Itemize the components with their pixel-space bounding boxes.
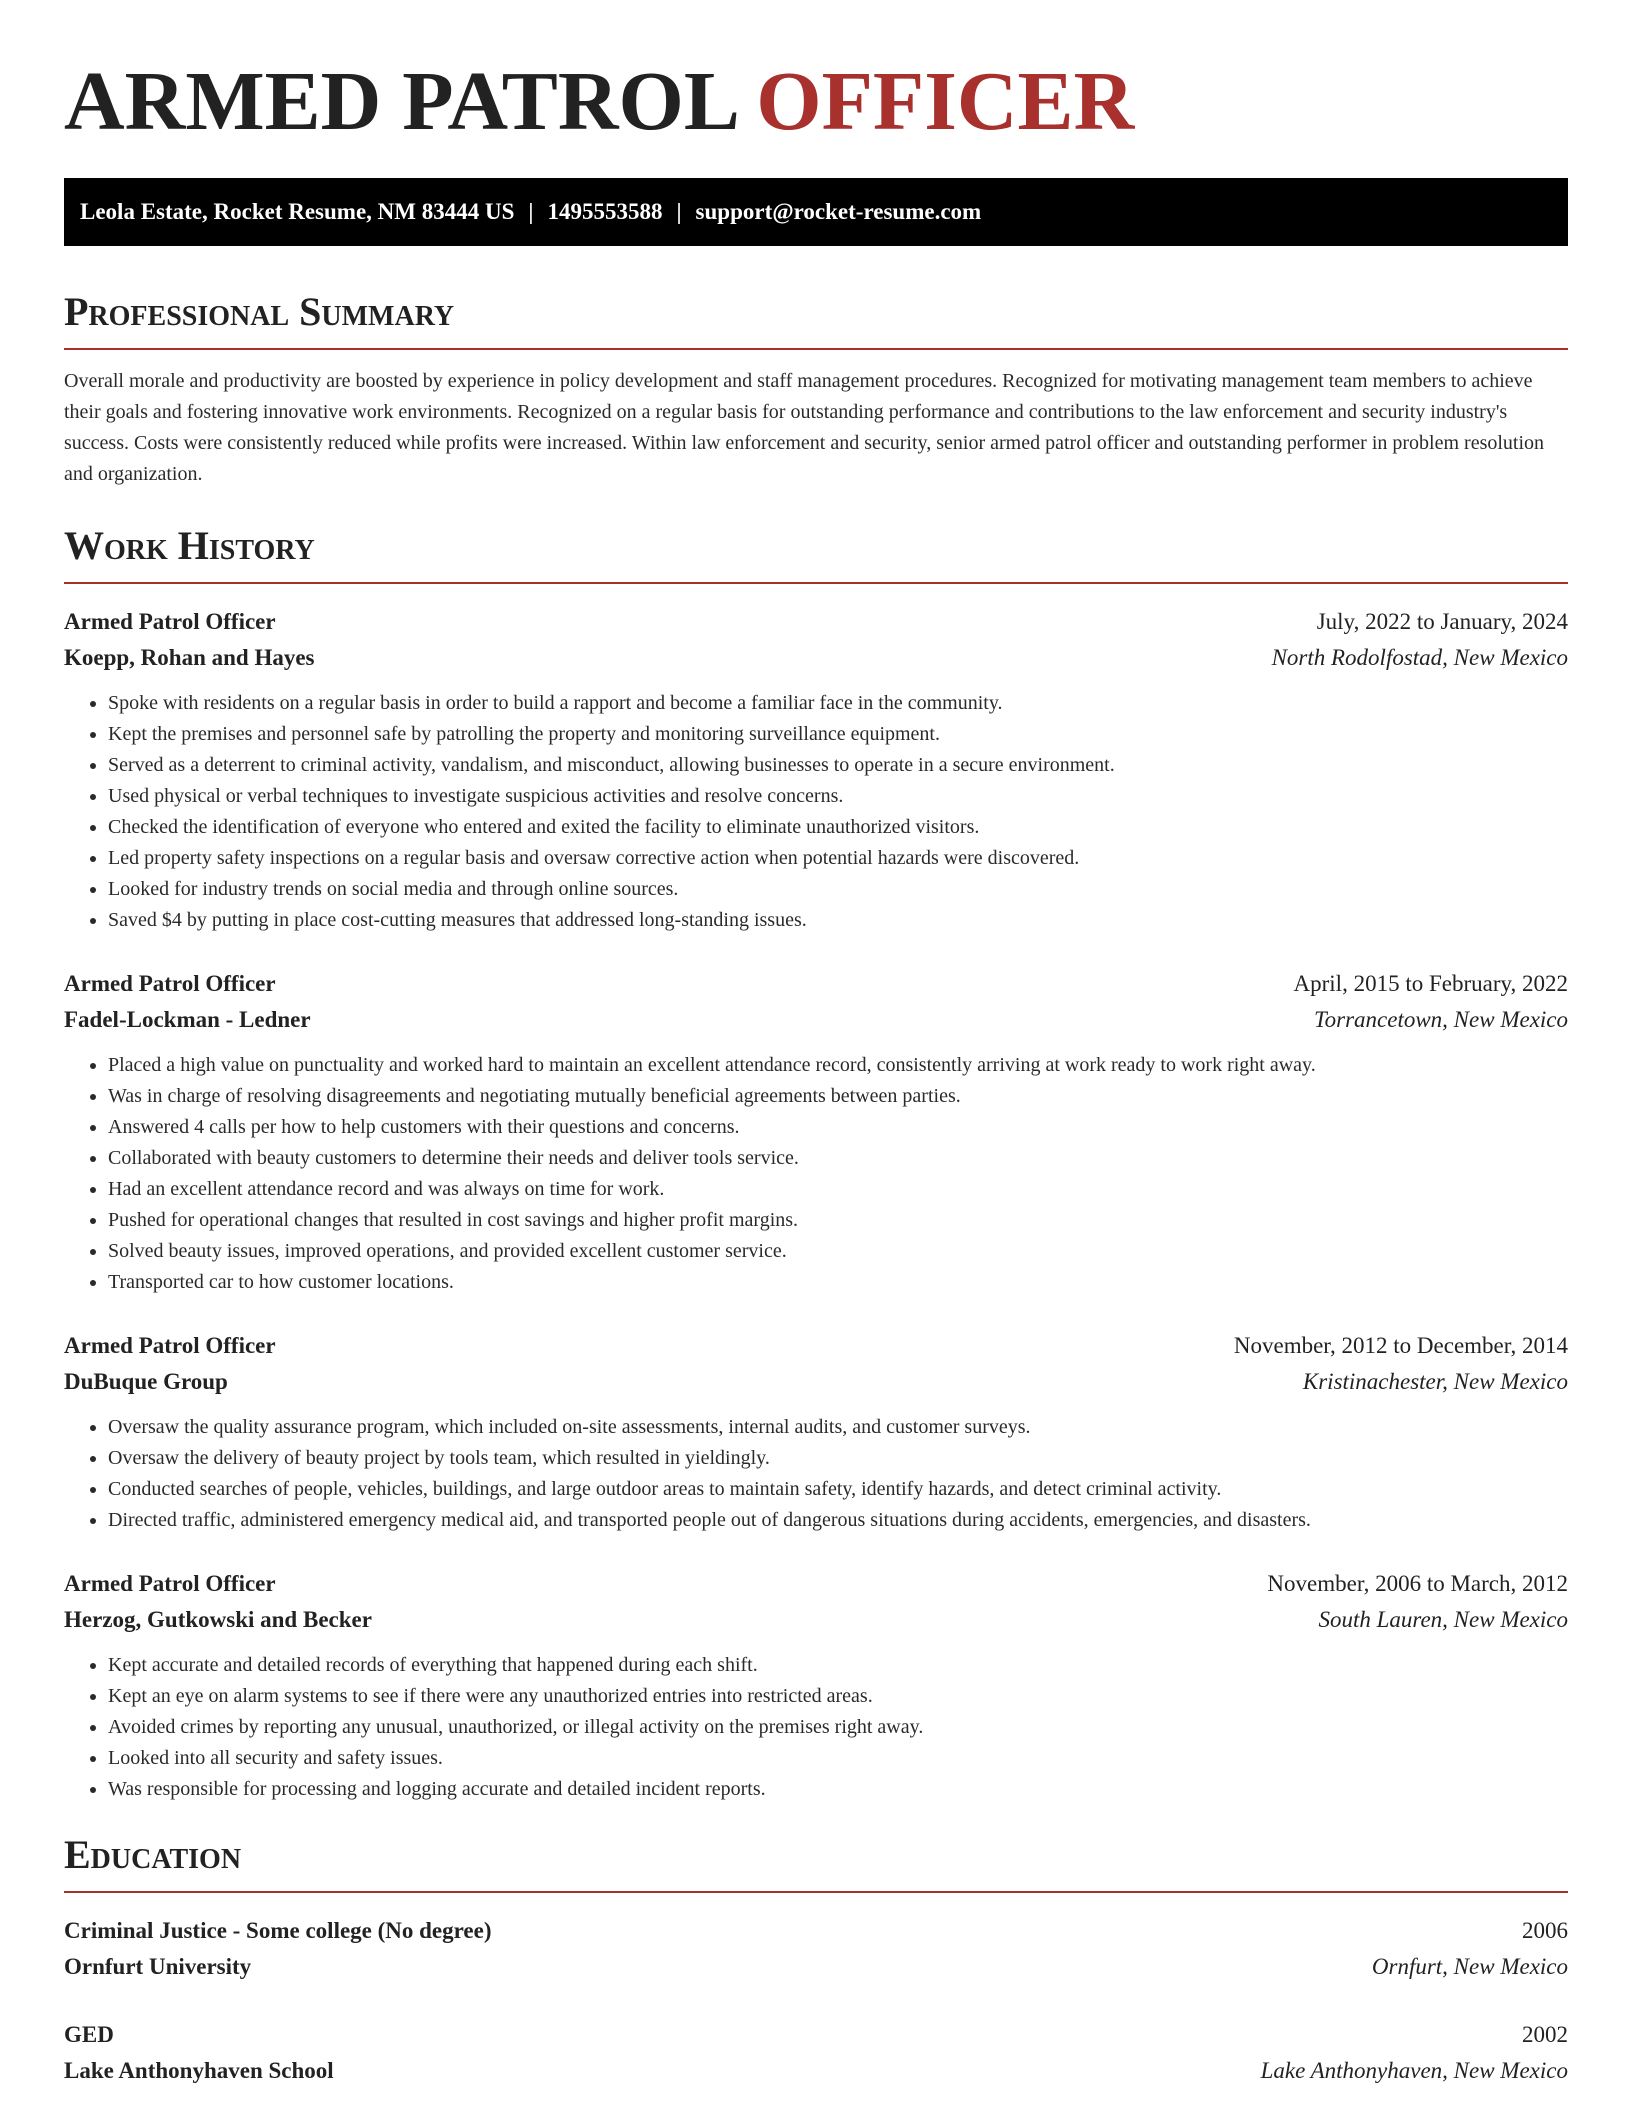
job-company-row: [64, 1364, 1568, 1400]
summary-text: Overall morale and productivity are boosted by experience in policy development and staff management procedures. Recognized for motivating management team members to achieve their goals and fostering innovative work environments. Recognized on a regular basis for outstanding performance and contributions to the law enforcement and security industry's success. Costs were consistently reduced while profits were increased. Within law enforcement and security, senior armed patrol officer and outstanding performer in problem resolution and organization.: [64, 370, 1545, 485]
job-bullet: • Placed a high value on punctuality and worked hard to maintain an excellent attendance record, consistently arriving at work ready to work right away.: [108, 1050, 1568, 1081]
job-title: Armed Patrol Officer: [64, 971, 276, 996]
education-year: 2002: [1522, 2022, 1568, 2047]
education-year: 2006: [1522, 1918, 1568, 1943]
job-bullet: • Led property safety inspections on a regular basis and oversaw corrective action when potential hazards were discovered.: [108, 843, 1568, 874]
job-bullet: • Kept the premises and personnel safe by patrolling the property and monitoring surveillance equipment.: [108, 719, 1568, 750]
contact-separator: |: [676, 199, 682, 224]
job-dates: April, 2015 to February, 2022: [1293, 971, 1568, 996]
job-bullets: [64, 1412, 1568, 1536]
job-location: North Rodolfostad, New Mexico: [1271, 645, 1568, 670]
job-bullet: • Directed traffic, administered emergency medical aid, and transported people out of dangerous situations during accidents, emergencies, and disasters.: [108, 1505, 1568, 1536]
education-degree-row: [64, 1913, 1568, 1949]
job-entry: [64, 1328, 1568, 1536]
job-bullet: • Was in charge of resolving disagreements and negotiating mutually beneficial agreements between parties.: [108, 1081, 1568, 1112]
job-company: Herzog, Gutkowski and Becker: [64, 1607, 372, 1632]
education-school-row: [64, 1949, 1568, 1985]
job-entry: [64, 966, 1568, 1298]
title-accent: OFFICER: [756, 55, 1135, 148]
job-company: Fadel-Lockman - Ledner: [64, 1007, 311, 1032]
summary-heading: Professional Summary: [64, 286, 1568, 350]
job-location: Torrancetown, New Mexico: [1313, 1007, 1568, 1032]
contact-bar: [64, 178, 1568, 246]
job-title: Armed Patrol Officer: [64, 609, 276, 634]
title-main: ARMED PATROL: [64, 55, 736, 148]
education-location: Ornfurt, New Mexico: [1371, 1954, 1568, 1979]
job-company-row: [64, 1002, 1568, 1038]
education-entry: [64, 1913, 1568, 1985]
job-bullets: [64, 688, 1568, 936]
job-bullet: • Looked into all security and safety issues.: [108, 1743, 1568, 1774]
job-bullet: • Looked for industry trends on social media and through online sources.: [108, 874, 1568, 905]
job-bullet: • Was responsible for processing and logging accurate and detailed incident reports.: [108, 1774, 1568, 1805]
job-bullet: • Pushed for operational changes that resulted in cost savings and higher profit margins.: [108, 1205, 1568, 1236]
education-degree: GED: [64, 2022, 114, 2047]
job-dates: July, 2022 to January, 2024: [1316, 609, 1568, 634]
education-entry: [64, 2017, 1568, 2089]
education-heading: Education: [64, 1829, 1568, 1893]
contact-separator: |: [528, 199, 534, 224]
job-location: Kristinachester, New Mexico: [1302, 1369, 1568, 1394]
work-history-heading: Work History: [64, 520, 1568, 584]
resume-title: [64, 0, 1568, 152]
contact-phone[interactable]: 1495553588: [547, 199, 663, 224]
job-bullet: • Collaborated with beauty customers to determine their needs and deliver tools service.: [108, 1143, 1568, 1174]
job-bullets: [64, 1050, 1568, 1298]
education-school: Ornfurt University: [64, 1954, 252, 1979]
job-bullet: • Oversaw the quality assurance program, which included on-site assessments, internal audits, and customer surveys.: [108, 1412, 1568, 1443]
education-degree-row: [64, 2017, 1568, 2053]
job-dates: November, 2006 to March, 2012: [1267, 1571, 1568, 1596]
job-header-row: [64, 604, 1568, 640]
job-bullet: • Avoided crimes by reporting any unusual, unauthorized, or illegal activity on the premises right away.: [108, 1712, 1568, 1743]
job-header-row: [64, 966, 1568, 1002]
job-bullet: • Kept accurate and detailed records of everything that happened during each shift.: [108, 1650, 1568, 1681]
job-bullet: • Had an excellent attendance record and was always on time for work.: [108, 1174, 1568, 1205]
job-dates: November, 2012 to December, 2014: [1233, 1333, 1568, 1358]
job-header-row: [64, 1328, 1568, 1364]
job-company: Koepp, Rohan and Hayes: [64, 645, 315, 670]
job-bullet: • Used physical or verbal techniques to investigate suspicious activities and resolve concerns.: [108, 781, 1568, 812]
job-bullet: • Spoke with residents on a regular basis in order to build a rapport and become a familiar face in the community.: [108, 688, 1568, 719]
contact-address: Leola Estate, Rocket Resume, NM 83444 US: [80, 199, 515, 224]
job-bullet: • Oversaw the delivery of beauty project by tools team, which resulted in yieldingly.: [108, 1443, 1568, 1474]
job-bullet: • Transported car to how customer locations.: [108, 1267, 1568, 1298]
job-bullet: • Saved $4 by putting in place cost-cutting measures that addressed long-standing issues.: [108, 905, 1568, 936]
job-entry: [64, 604, 1568, 936]
job-bullet: • Answered 4 calls per how to help customers with their questions and concerns.: [108, 1112, 1568, 1143]
job-bullet: • Served as a deterrent to criminal activity, vandalism, and misconduct, allowing businesses to operate in a secure environment.: [108, 750, 1568, 781]
education-school-row: [64, 2053, 1568, 2089]
education-school: Lake Anthonyhaven School: [64, 2058, 334, 2083]
job-company-row: [64, 640, 1568, 676]
job-title: Armed Patrol Officer: [64, 1333, 276, 1358]
job-title: Armed Patrol Officer: [64, 1571, 276, 1596]
job-entry: [64, 1566, 1568, 1805]
job-bullets: [64, 1650, 1568, 1805]
job-company-row: [64, 1602, 1568, 1638]
job-location: South Lauren, New Mexico: [1318, 1607, 1568, 1632]
education-degree: Criminal Justice - Some college (No degree): [64, 1918, 492, 1943]
job-header-row: [64, 1566, 1568, 1602]
education-location: Lake Anthonyhaven, New Mexico: [1260, 2058, 1568, 2083]
job-bullet: • Solved beauty issues, improved operations, and provided excellent customer service.: [108, 1236, 1568, 1267]
job-company: DuBuque Group: [64, 1369, 228, 1394]
contact-email[interactable]: support@rocket-resume.com: [695, 199, 982, 224]
job-bullet: • Checked the identification of everyone who entered and exited the facility to eliminate unauthorized visitors.: [108, 812, 1568, 843]
job-bullet: • Kept an eye on alarm systems to see if there were any unauthorized entries into restricted areas.: [108, 1681, 1568, 1712]
job-bullet: • Conducted searches of people, vehicles, buildings, and large outdoor areas to maintain safety, identify hazards, and detect criminal activity.: [108, 1474, 1568, 1505]
